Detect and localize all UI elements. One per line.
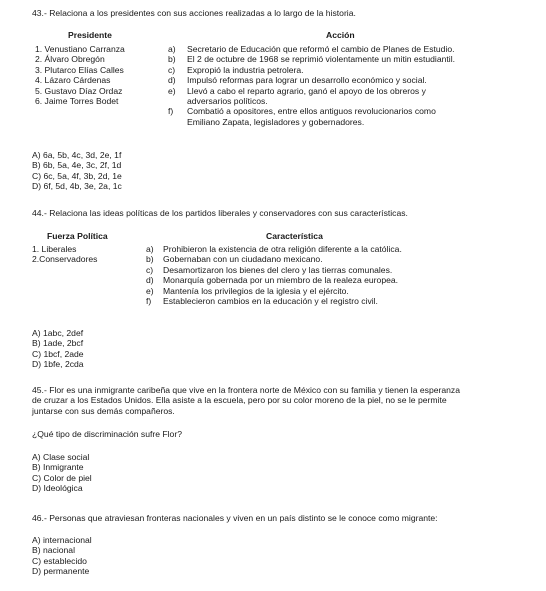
answer-option: B) 1ade, 2bcf	[32, 338, 84, 349]
answer-option: A) 6a, 5b, 4c, 3d, 2e, 1f	[32, 150, 122, 160]
list-item: 5. Gustavo Díaz Ordaz	[35, 85, 123, 96]
q46-title: 46.- Personas que atraviesan fronteras nacionales y viven en un país distinto se le conoce como migrante:	[32, 513, 438, 523]
q45-question: ¿Qué tipo de discriminación sufre Flor?	[32, 429, 182, 439]
answer-option: C) 1bcf, 2ade	[32, 348, 84, 359]
list-item: 1. Venustiano Carranza	[35, 44, 125, 54]
list-item: d) Monarquía gobernada por un miembro de la realeza europea.	[146, 275, 399, 286]
list-item: e) Mantenía los privilegios de la iglesia y el ejército.	[146, 285, 349, 296]
q43-left-header: Presidente	[68, 30, 112, 40]
q44-parties-list	[32, 244, 97, 265]
q44-left-header: Fuerza Política	[47, 231, 108, 241]
q44-characteristics-list	[146, 244, 402, 306]
list-item: 2. Álvaro Obregón	[35, 54, 105, 65]
answer-option: A) internacional	[32, 535, 92, 545]
list-item: c) Desamortizaron los bienes del clero y las tierras comunales.	[146, 264, 393, 275]
list-item: a) Secretario de Educación que reformó el cambio de Planes de Estudio.	[168, 44, 455, 54]
list-item: 6. Jaime Torres Bodet	[35, 96, 119, 107]
answer-option: C) 6c, 5a, 4f, 3b, 2d, 1e	[32, 170, 122, 181]
list-item: c) Expropió la industria petrolera.	[168, 64, 304, 75]
list-item: f) Establecieron cambios en la educación y el registro civil.	[146, 296, 378, 307]
q43-options	[32, 150, 122, 192]
q45-statement-line: de cruzar a los Estados Unidos. Ella asiste a la escuela, pero por su color moreno de la piel, no se le permite	[32, 395, 447, 406]
q43-actions-list	[168, 44, 455, 127]
q45-statement-line: 45.- Flor es una inmigrante caribeña que vive en la frontera norte de México con su familia y tienen la esperanza	[32, 385, 461, 395]
answer-option: D) Ideológica	[32, 483, 83, 494]
list-item: 4. Lázaro Cárdenas	[35, 75, 111, 86]
q46-options	[32, 535, 92, 577]
q43-presidents-list	[35, 44, 125, 106]
list-item: 3. Plutarco Elías Calles	[35, 64, 124, 75]
q45-statement-line: juntarse con sus demás compañeros.	[32, 405, 175, 416]
q43-title: 43.- Relaciona a los presidentes con sus acciones realizadas a lo largo de la historia.	[32, 8, 356, 18]
list-item: f) Combatió a opositores, entre ellos antiguos revolucionarios como	[168, 106, 436, 117]
list-item: 2.Conservadores	[32, 254, 98, 265]
answer-option: C) establecido	[32, 555, 87, 566]
q44-options	[32, 328, 84, 370]
q44-right-header: Característica	[266, 231, 323, 241]
answer-option: D) permanente	[32, 566, 90, 577]
answer-option: B) nacional	[32, 545, 75, 556]
answer-option: D) 1bfe, 2cda	[32, 359, 84, 370]
list-item: a) Prohibieron la existencia de otra religión diferente a la católica.	[146, 244, 402, 254]
list-item-continuation: Emiliano Zapata, legisladores y gobernadores.	[187, 116, 365, 127]
list-item: 1. Liberales	[32, 244, 77, 254]
answer-option: B) 6b, 5a, 4e, 3c, 2f, 1d	[32, 160, 122, 171]
answer-option: A) Clase social	[32, 452, 90, 462]
answer-option: C) Color de piel	[32, 472, 92, 483]
list-item-continuation: adversarios políticos.	[187, 96, 268, 107]
list-item: b) El 2 de octubre de 1968 se reprimió violentamente un mitin estudiantil.	[168, 54, 455, 65]
answer-option: B) Inmigrante	[32, 462, 84, 473]
answer-option: D) 6f, 5d, 4b, 3e, 2a, 1c	[32, 181, 122, 192]
list-item: d) Impulsó reformas para lograr un desarrollo económico y social.	[168, 75, 427, 86]
list-item: e) Llevó a cabo el reparto agrario, ganó el apoyo de los obreros y	[168, 85, 426, 96]
list-item: b) Gobernaban con un ciudadano mexicano.	[146, 254, 323, 265]
q45-statement	[32, 385, 530, 416]
q43-right-header: Acción	[326, 30, 355, 40]
q44-title: 44.- Relaciona las ideas políticas de los partidos liberales y conservadores con sus características.	[32, 208, 408, 218]
q45-options	[32, 452, 92, 494]
answer-option: A) 1abc, 2def	[32, 328, 84, 338]
